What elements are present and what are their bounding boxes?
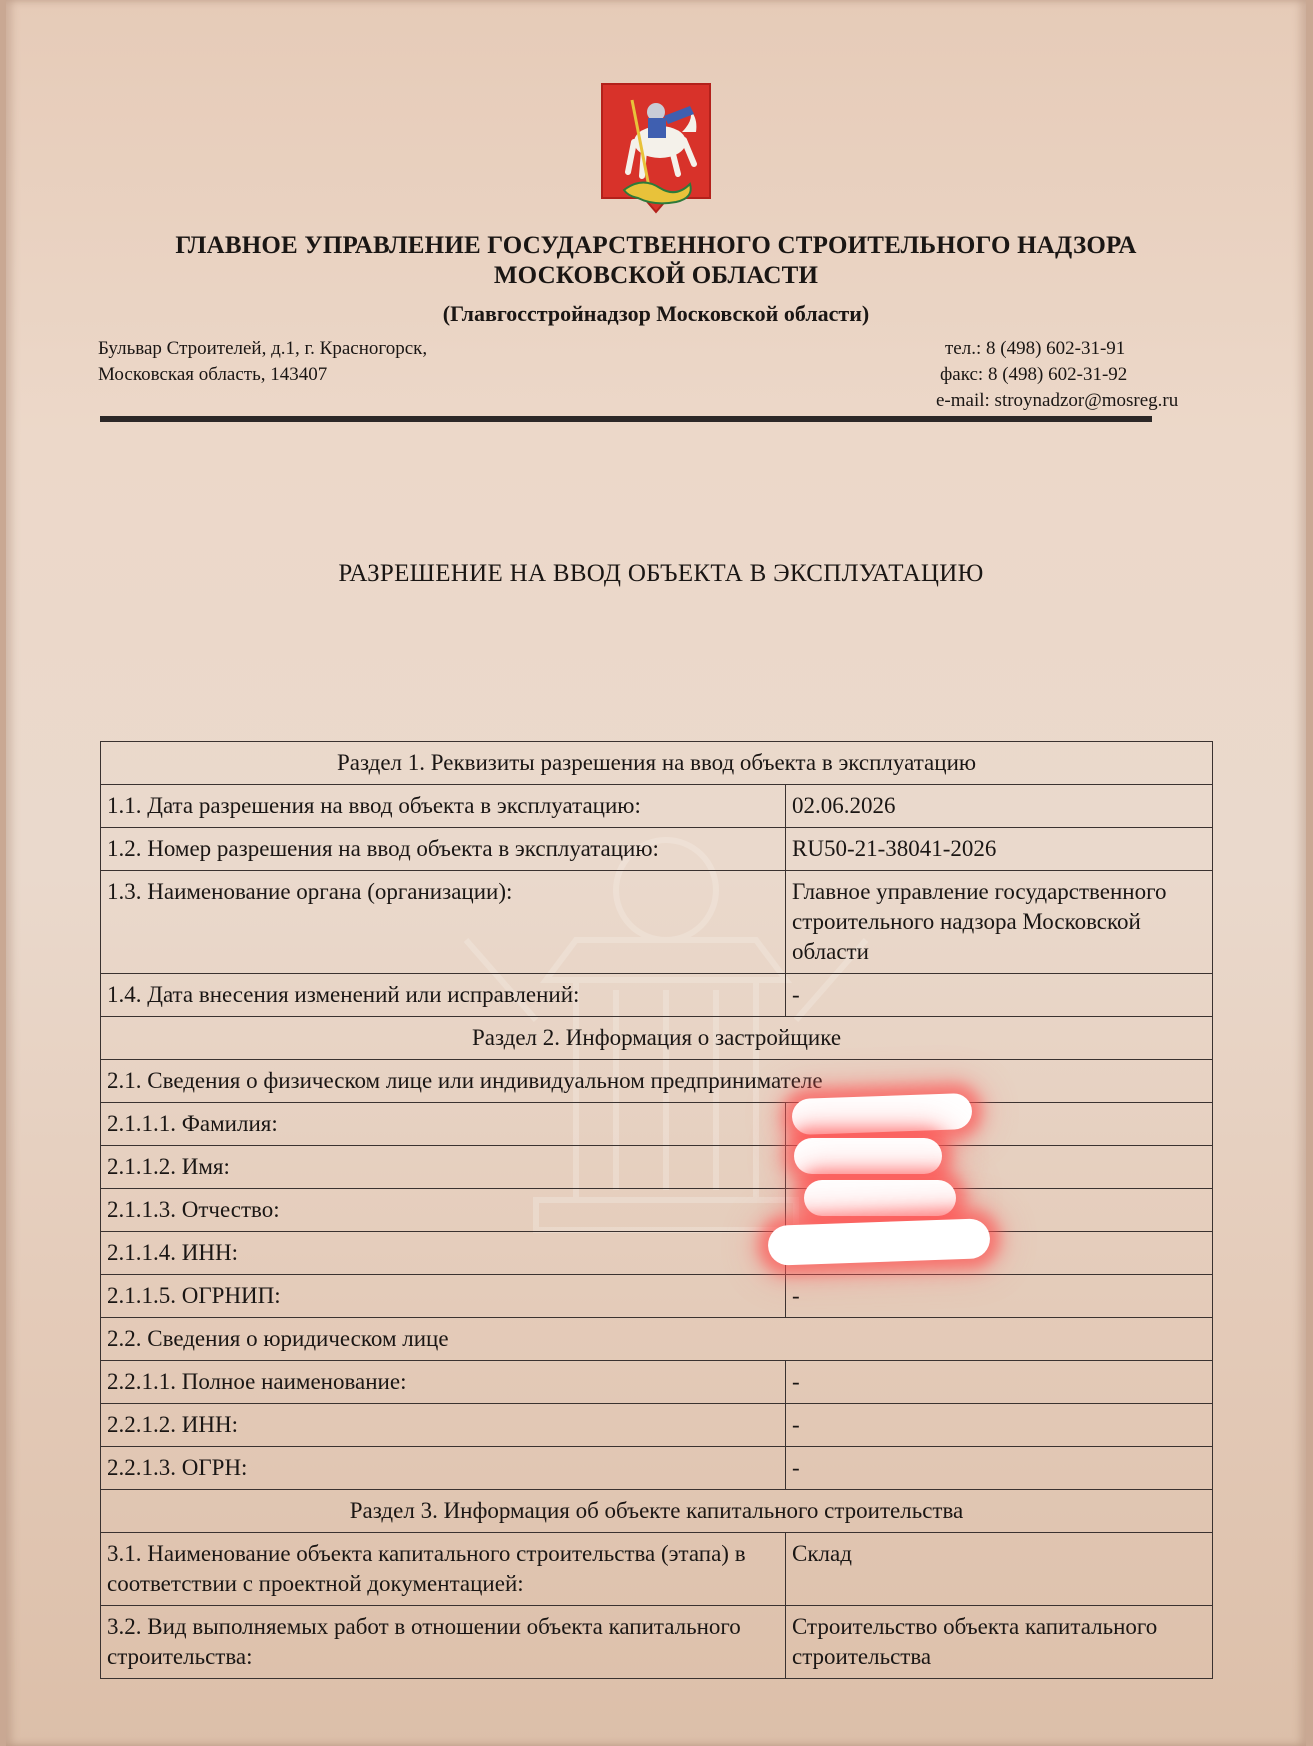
table-section-row: [101, 1490, 1213, 1533]
row-label: 2.1.1.4. ИНН:: [101, 1232, 786, 1275]
row-label: 1.4. Дата внесения изменений или исправлений:: [101, 974, 786, 1017]
table-row: [101, 871, 1213, 974]
row-label: 2.1.1.3. Отчество:: [101, 1189, 786, 1232]
row-label: 2.1. Сведения о физическом лице или индивидуальном предпринимателе: [101, 1060, 1213, 1103]
row-label: 2.1.1.2. Имя:: [101, 1146, 786, 1189]
table-row: [101, 828, 1213, 871]
table-row: [101, 1146, 1213, 1189]
row-label: 2.2. Сведения о юридическом лице: [101, 1318, 1213, 1361]
section-1-header: Раздел 1. Реквизиты разрешения на ввод объекта в эксплуатацию: [101, 742, 1213, 785]
table-row: [101, 1232, 1213, 1275]
table-section-row: [101, 742, 1213, 785]
row-value: -: [786, 974, 1213, 1017]
row-value: -: [786, 1275, 1213, 1318]
row-label: 3.2. Вид выполняемых работ в отношении объекта капитального строительства:: [101, 1606, 786, 1679]
org-name-line-1: ГЛАВНОЕ УПРАВЛЕНИЕ ГОСУДАРСТВЕННОГО СТРОИТЕЛЬНОГО НАДЗОРА: [175, 232, 1137, 259]
table-row: [101, 1447, 1213, 1490]
row-label: 2.1.1.5. ОГРНИП:: [101, 1275, 786, 1318]
table-row: [101, 974, 1213, 1017]
row-label: 1.2. Номер разрешения на ввод объекта в эксплуатацию:: [101, 828, 786, 871]
contacts-block: [936, 336, 1179, 414]
row-value: -: [786, 1404, 1213, 1447]
address-line-2: Московская область, 143407: [98, 364, 328, 385]
table-row: [101, 1103, 1213, 1146]
org-short-name: (Главгосстройнадзор Московской области): [442, 301, 870, 326]
fax-text: факс: 8 (498) 602-31-92: [940, 364, 1128, 385]
document-title: РАЗРЕШЕНИЕ НА ВВОД ОБЪЕКТА В ЭКСПЛУАТАЦИЮ: [338, 560, 984, 587]
row-value: -: [786, 1361, 1213, 1404]
row-label: 2.1.1.1. Фамилия:: [101, 1103, 786, 1146]
row-value: Строительство объекта капитального строительства: [786, 1606, 1213, 1679]
row-value: RU50-21-38041-2026: [786, 828, 1213, 871]
table-section-row: [101, 1017, 1213, 1060]
coat-of-arms-emblem: [598, 80, 714, 220]
section-2-header: Раздел 2. Информация о застройщике: [101, 1017, 1213, 1060]
table-row: [101, 1361, 1213, 1404]
table-row: [101, 1318, 1213, 1361]
row-label: 1.1. Дата разрешения на ввод объекта в эксплуатацию:: [101, 785, 786, 828]
row-label: 2.2.1.3. ОГРН:: [101, 1447, 786, 1490]
table-row: [101, 1275, 1213, 1318]
row-value: -: [786, 1447, 1213, 1490]
row-label: 1.3. Наименование органа (организации):: [101, 871, 786, 974]
email-text: e-mail: stroynadzor@mosreg.ru: [936, 390, 1179, 411]
table-row: [101, 1060, 1213, 1103]
table-row: [101, 1606, 1213, 1679]
row-label: 2.2.1.2. ИНН:: [101, 1404, 786, 1447]
row-value: 02.06.2026: [786, 785, 1213, 828]
phone-text: тел.: 8 (498) 602-31-91: [945, 338, 1126, 359]
redaction-mark-surname: [791, 1093, 972, 1135]
document-page: [6, 0, 1306, 1746]
header-divider: [100, 416, 1152, 422]
row-value: Главное управление государственного строительного надзора Московской области: [786, 871, 1213, 974]
table-row: [101, 1533, 1213, 1606]
redaction-mark-patronymic: [804, 1180, 956, 1216]
address-line-1: Бульвар Строителей, д.1, г. Красногорск,: [98, 338, 428, 359]
table-row: [101, 1404, 1213, 1447]
address-block: [98, 336, 427, 388]
row-label: 3.1. Наименование объекта капитального строительства (этапа) в соответствии с проектной документацией:: [101, 1533, 786, 1606]
redaction-mark-name: [794, 1138, 942, 1174]
permit-table: [100, 741, 1213, 1679]
org-name-line-2: МОСКОВСКОЙ ОБЛАСТИ: [493, 262, 819, 289]
row-label: 2.2.1.1. Полное наименование:: [101, 1361, 786, 1404]
row-value: Склад: [786, 1533, 1213, 1606]
redaction-mark-inn: [767, 1218, 990, 1266]
table-row: [101, 1189, 1213, 1232]
table-row: [101, 785, 1213, 828]
section-3-header: Раздел 3. Информация об объекте капитального строительства: [101, 1490, 1213, 1533]
